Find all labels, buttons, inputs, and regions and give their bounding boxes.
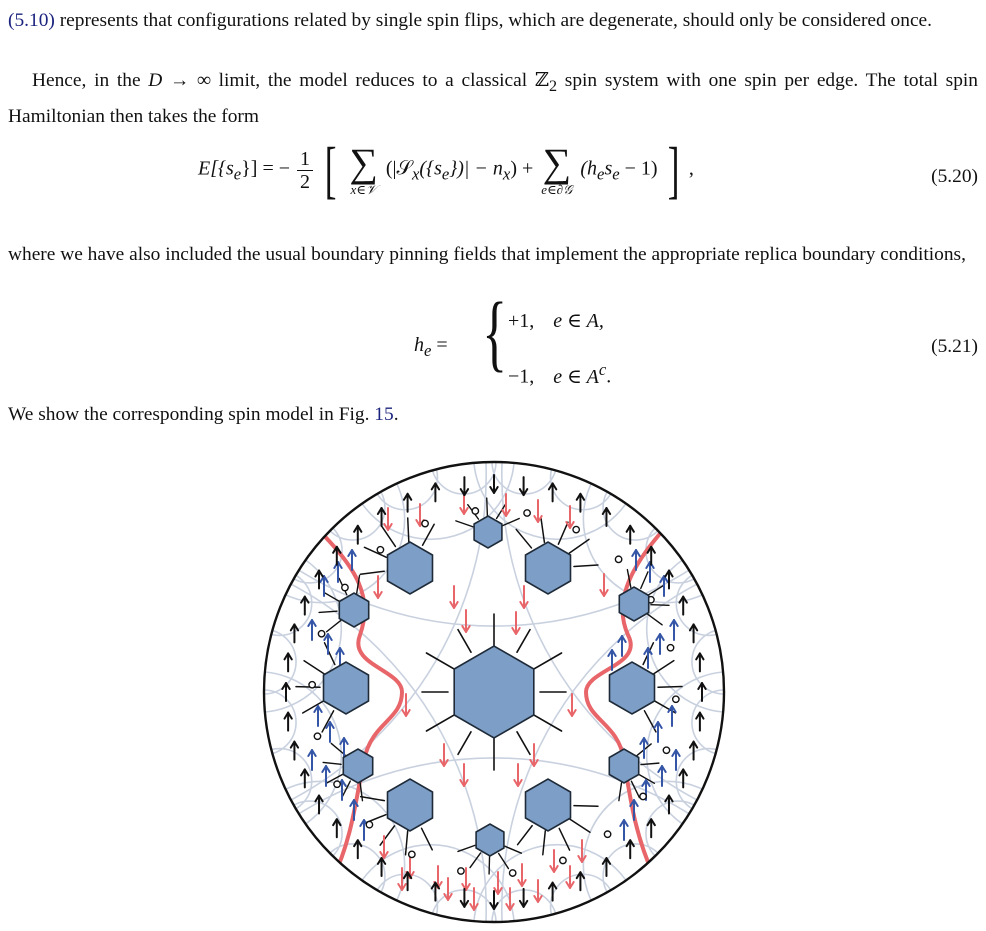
boundary-pinning-arrow xyxy=(698,683,705,701)
network-edge xyxy=(408,518,409,542)
geodesic-arc xyxy=(373,460,438,510)
boundary-pinning-arrow xyxy=(520,477,527,495)
boundary-vertex-node xyxy=(309,682,315,688)
geodesic-arc xyxy=(373,874,438,924)
red-spin-down-arrow xyxy=(380,836,387,858)
geodesic-arc xyxy=(692,690,736,755)
boundary-pinning-arrow xyxy=(549,483,556,501)
boundary-pinning-arrow xyxy=(490,891,497,909)
boundary-vertex-node xyxy=(673,696,679,702)
boundary-vertex-node xyxy=(573,526,579,532)
network-edge xyxy=(558,522,568,544)
eq520-fraction xyxy=(297,148,313,193)
boundary-pinning-arrow xyxy=(696,713,703,731)
boundary-vertex-node xyxy=(667,645,673,651)
network-edge xyxy=(422,828,433,849)
red-spin-down-arrow xyxy=(520,586,527,608)
blue-spin-up-arrow xyxy=(314,706,321,726)
z2-subscript: 2 xyxy=(549,77,558,95)
spin-model-figure xyxy=(252,460,736,924)
paragraph-2 xyxy=(8,66,978,132)
eq520-lhs-sub: e xyxy=(233,164,242,184)
eq520-term2-c: − 1) xyxy=(619,157,658,180)
blue-spin-up-arrow xyxy=(656,634,663,654)
blue-spin-up-arrow xyxy=(668,706,675,726)
paragraph-4-text-b: . xyxy=(393,404,399,425)
network-edge xyxy=(619,783,622,801)
hexagon-tensors xyxy=(324,516,655,856)
boundary-pinning-arrow xyxy=(333,819,340,837)
red-spin-down-arrow xyxy=(512,612,519,634)
boundary-vertex-node xyxy=(560,857,566,863)
eq520-term1: (|𝒮 xyxy=(385,157,412,180)
red-spin-down-arrow xyxy=(566,866,573,888)
eq520-term1-sub: x xyxy=(412,164,420,184)
eq520-term2-b: s xyxy=(604,157,613,180)
blue-spin-up-arrow xyxy=(326,722,333,742)
network-edge xyxy=(651,605,669,606)
boundary-pinning-arrow xyxy=(648,819,655,837)
boundary-pinning-arrow xyxy=(461,889,468,907)
eq521-lhs-sub: e xyxy=(424,341,432,360)
level-1-hexagon-tensor xyxy=(526,542,571,594)
case2-end: . xyxy=(606,365,612,388)
eq520-lhs: E[{s xyxy=(198,157,234,180)
red-spin-down-arrow xyxy=(530,744,537,766)
boundary-pinning-arrow xyxy=(354,526,361,544)
geodesic-arc xyxy=(647,672,736,839)
boundary-vertex-node xyxy=(472,508,478,514)
network-edge xyxy=(458,845,475,851)
red-spin-down-arrow xyxy=(550,850,557,872)
geodesic-arc xyxy=(252,690,296,755)
equation-number-5-21: (5.21) xyxy=(931,336,978,357)
network-edge xyxy=(423,524,435,545)
case-1 xyxy=(508,308,604,333)
eq520-term1-d: ) + xyxy=(510,157,534,180)
eq520-term1-b: ({s xyxy=(419,157,442,180)
boundary-pinning-arrow xyxy=(680,597,687,615)
boundary-vertex-node xyxy=(509,870,515,876)
network-edge xyxy=(331,743,345,755)
blue-spin-up-arrow xyxy=(334,562,341,582)
level-2-hexagon-tensor xyxy=(609,749,638,783)
network-edge xyxy=(641,572,648,589)
level-2-hexagon-tensor xyxy=(339,593,368,627)
geodesic-arc xyxy=(252,541,486,924)
eq520-term1-sub3: x xyxy=(502,164,511,184)
right-bracket: ] xyxy=(667,134,680,205)
paragraph-2-text-a: Hence, in the xyxy=(32,70,149,91)
boundary-vertex-node xyxy=(640,793,646,799)
red-spin-down-arrow xyxy=(462,610,469,632)
case1-cond-text: e ∈ A, xyxy=(553,310,604,332)
boundary-vertex-node xyxy=(409,851,415,857)
network-edge xyxy=(325,643,335,665)
boundary-vertex-node xyxy=(334,781,340,787)
geodesic-arc xyxy=(551,460,616,510)
blue-spin-up-arrow xyxy=(308,620,315,640)
red-spin-down-arrow xyxy=(514,764,521,786)
red-spin-down-arrow xyxy=(374,576,381,598)
network-edge xyxy=(456,521,473,527)
eq520-frac-den: 2 xyxy=(300,170,311,193)
boundary-vertex-node xyxy=(663,747,669,753)
paragraph-4-text-a: We show the corresponding spin model in Fig. xyxy=(8,404,375,425)
boundary-vertex-node xyxy=(377,547,383,553)
eq520-lhs-end: }] = − xyxy=(241,157,291,180)
red-spin-down-arrow xyxy=(444,878,451,900)
network-edge xyxy=(641,763,659,764)
paragraph-3 xyxy=(8,240,978,270)
boundary-vertex-node xyxy=(314,733,320,739)
paragraph-2-text-b: limit, the model reduces to a classical xyxy=(210,70,535,91)
boundary-vertex-node xyxy=(524,510,530,516)
boundary-pinning-arrow xyxy=(301,769,308,787)
red-spin-down-arrow xyxy=(566,506,573,528)
boundary-pinning-arrow xyxy=(461,477,468,495)
red-spin-down-arrow xyxy=(534,880,541,902)
paragraph-4 xyxy=(8,400,978,430)
network-edge xyxy=(322,711,333,732)
sum-over-vertices: ∑ x∈𝒱 xyxy=(349,140,378,197)
network-edge xyxy=(517,732,530,755)
eq520-frac-num: 1 xyxy=(297,148,313,171)
paragraph-1-text: represents that configurations related by single spin flips, which are degenerate, should only be considered once. xyxy=(54,10,933,31)
boundary-pinning-arrow xyxy=(577,872,584,890)
equation-5-21-lhs xyxy=(414,334,448,361)
red-spin-down-arrow xyxy=(518,864,525,886)
network-edge xyxy=(458,630,471,653)
sum-over-boundary: ∑ e∈∂𝒢 xyxy=(541,140,573,197)
network-edge xyxy=(296,687,320,688)
z2-symbol: ℤ xyxy=(534,70,550,91)
network-edge xyxy=(658,687,682,688)
paragraph-1 xyxy=(8,6,978,36)
boundary-vertex-node xyxy=(422,520,428,526)
boundary-pinning-arrow xyxy=(696,653,703,671)
network-edge xyxy=(517,630,530,653)
red-spin-down-arrow xyxy=(450,586,457,608)
left-bracket: [ xyxy=(324,134,337,205)
boundary-vertex-node xyxy=(366,821,372,827)
boundary-pinning-arrow xyxy=(301,597,308,615)
level-2-hexagon-tensor xyxy=(619,587,648,621)
boundary-pinning-arrow xyxy=(432,483,439,501)
network-edge xyxy=(570,819,590,832)
eq520-comma: , xyxy=(688,157,694,180)
network-edge xyxy=(319,611,337,612)
blue-spin-up-arrow xyxy=(620,820,627,840)
red-spin-down-arrow xyxy=(440,744,447,766)
network-edge xyxy=(574,806,598,807)
boundary-pinning-arrow xyxy=(627,526,634,544)
network-edge xyxy=(406,831,408,855)
boundary-vertex-node xyxy=(458,868,464,874)
figure-reference-link[interactable]: 15 xyxy=(374,404,394,425)
limit-expression: D → ∞ xyxy=(148,70,211,91)
network-edge xyxy=(487,498,488,516)
boundary-pinning-arrow xyxy=(627,840,634,858)
geodesic-arc xyxy=(252,460,486,843)
geodesic-arc xyxy=(551,874,616,924)
geodesic-arc xyxy=(692,629,736,694)
eq520-term1-c: })| − n xyxy=(449,157,503,180)
network-edge xyxy=(569,539,589,553)
network-edge xyxy=(324,592,340,601)
boundary-pinning-arrow xyxy=(282,683,289,701)
network-edge xyxy=(360,571,384,574)
level-1-hexagon-tensor xyxy=(388,542,433,594)
paragraph-2-text-c: spin system with one spin per edge. The total spin Hamiltonian then takes the form xyxy=(8,70,978,127)
eq521-equals: = xyxy=(436,334,448,356)
boundary-pinning-arrow xyxy=(354,840,361,858)
figure-disk-content xyxy=(252,460,736,924)
boundary-vertex-node xyxy=(342,584,348,590)
network-edge xyxy=(518,826,533,845)
level-1-hexagon-tensor xyxy=(526,779,571,831)
level-2-hexagon-tensor xyxy=(476,824,504,856)
geodesic-arc xyxy=(252,629,296,694)
equation-5-20 xyxy=(198,134,694,205)
eq521-lhs: h xyxy=(414,334,424,356)
network-edge xyxy=(327,621,341,632)
case2-condition: e ∈ A xyxy=(553,365,599,388)
boundary-pinning-arrow xyxy=(520,889,527,907)
eq520-term2-sub: e xyxy=(597,164,605,184)
boundary-pinning-arrow xyxy=(285,713,292,731)
blue-spin-up-arrow xyxy=(670,620,677,640)
case1-condition xyxy=(553,310,604,332)
boundary-pinning-arrow xyxy=(549,883,556,901)
level-2-hexagon-tensor xyxy=(343,749,372,783)
blue-spin-up-arrow xyxy=(618,636,625,656)
equation-number-5-20: (5.20) xyxy=(931,166,978,187)
paragraph-3-text: where we have also included the usual boundary pinning fields that implement the appropriate replica boundary conditions, xyxy=(8,244,966,265)
network-edge xyxy=(323,762,341,764)
eq520-term2-sub2: e xyxy=(612,164,620,184)
network-edge xyxy=(380,826,394,845)
network-edge xyxy=(543,831,545,855)
network-edge xyxy=(559,828,569,850)
central-hexagon-tensor xyxy=(454,646,534,738)
network-edge xyxy=(458,732,471,755)
case2-sup: c xyxy=(598,360,607,379)
boundary-vertex-node xyxy=(604,831,610,837)
left-curly-brace: { xyxy=(482,284,508,380)
boundary-vertex-node xyxy=(615,556,621,562)
equation-reference-link[interactable]: (5.10) xyxy=(8,10,55,31)
network-edge xyxy=(574,565,598,566)
red-spin-down-arrow xyxy=(534,500,541,522)
boundary-pinning-arrow xyxy=(285,653,292,671)
boundary-pinning-arrow xyxy=(432,883,439,901)
sum1-subscript: x∈𝒱 xyxy=(350,182,377,197)
case1-value: +1, xyxy=(508,310,535,332)
eq520-term1-sub2: e xyxy=(441,164,450,184)
boundary-vertex-node xyxy=(318,631,324,637)
network-edge xyxy=(648,614,662,625)
network-edge xyxy=(304,661,324,674)
case-2 xyxy=(508,360,611,389)
boundary-pinning-arrow xyxy=(680,769,687,787)
eq520-term2: (h xyxy=(580,157,598,180)
boundary-pinning-arrow xyxy=(404,872,411,890)
level-1-hexagon-tensor xyxy=(610,662,655,714)
sum2-subscript: e∈∂𝒢 xyxy=(541,182,573,197)
case2-value: −1, xyxy=(508,365,535,388)
level-2-hexagon-tensor xyxy=(474,516,502,548)
